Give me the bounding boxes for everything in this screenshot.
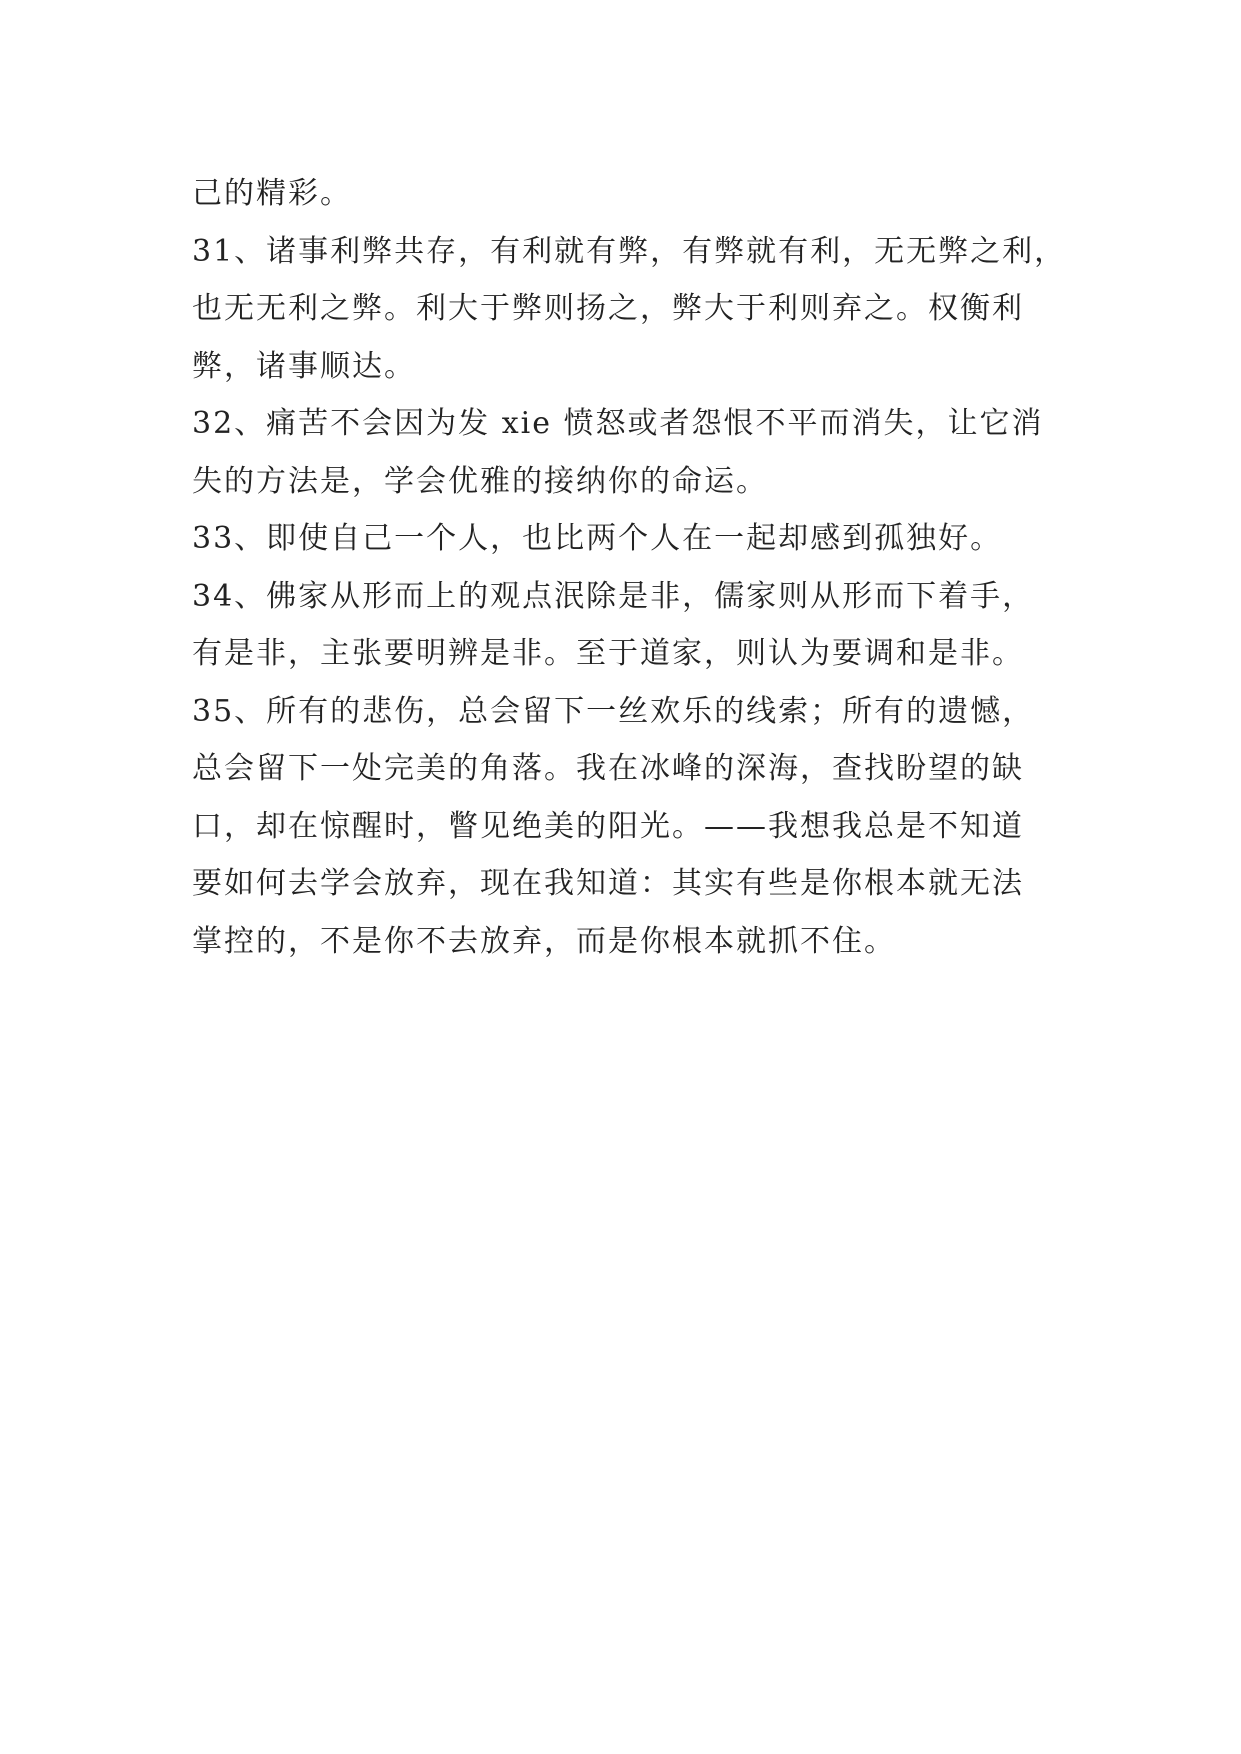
text-line: 35、所有的悲伤，总会留下一丝欢乐的线索；所有的遗憾， [192,693,1035,729]
text-line: 33、即使自己一个人，也比两个人在一起却感到孤独好。 [192,521,1003,556]
text-line: 有是非，主张要明辨是非。至于道家，则认为要调和是非。 [192,636,1024,671]
text-line: 掌控的，不是你不去放弃，而是你根本就抓不住。 [192,923,896,959]
text-line: 34、佛家从形而上的观点泯除是非，儒家则从形而下着手， [192,578,1035,614]
text-line: 要如何去学会放弃，现在我知道：其实有些是你根本就无法 [192,866,1024,901]
text-line: 弊，诸事顺达。 [192,348,416,384]
text-line: 失的方法是，学会优雅的接纳你的命运。 [192,463,768,499]
text-line: 也无无利之弊。利大于弊则扬之，弊大于利则弃之。权衡利 [192,291,1024,326]
text-line: 31、诸事利弊共存，有利就有弊，有弊就有利，无无弊之利， [192,233,1067,269]
text-line: 32、痛苦不会因为发 xie 愤怒或者怨恨不平而消失，让它消 [192,406,1044,441]
document-body [192,165,1072,970]
text-line: 己的精彩。 [192,176,352,211]
text-line: 总会留下一处完美的角落。我在冰峰的深海，查找盼望的缺 [192,751,1024,786]
text-line: 口，却在惊醒时，瞥见绝美的阳光。——我想我总是不知道 [192,808,1024,844]
